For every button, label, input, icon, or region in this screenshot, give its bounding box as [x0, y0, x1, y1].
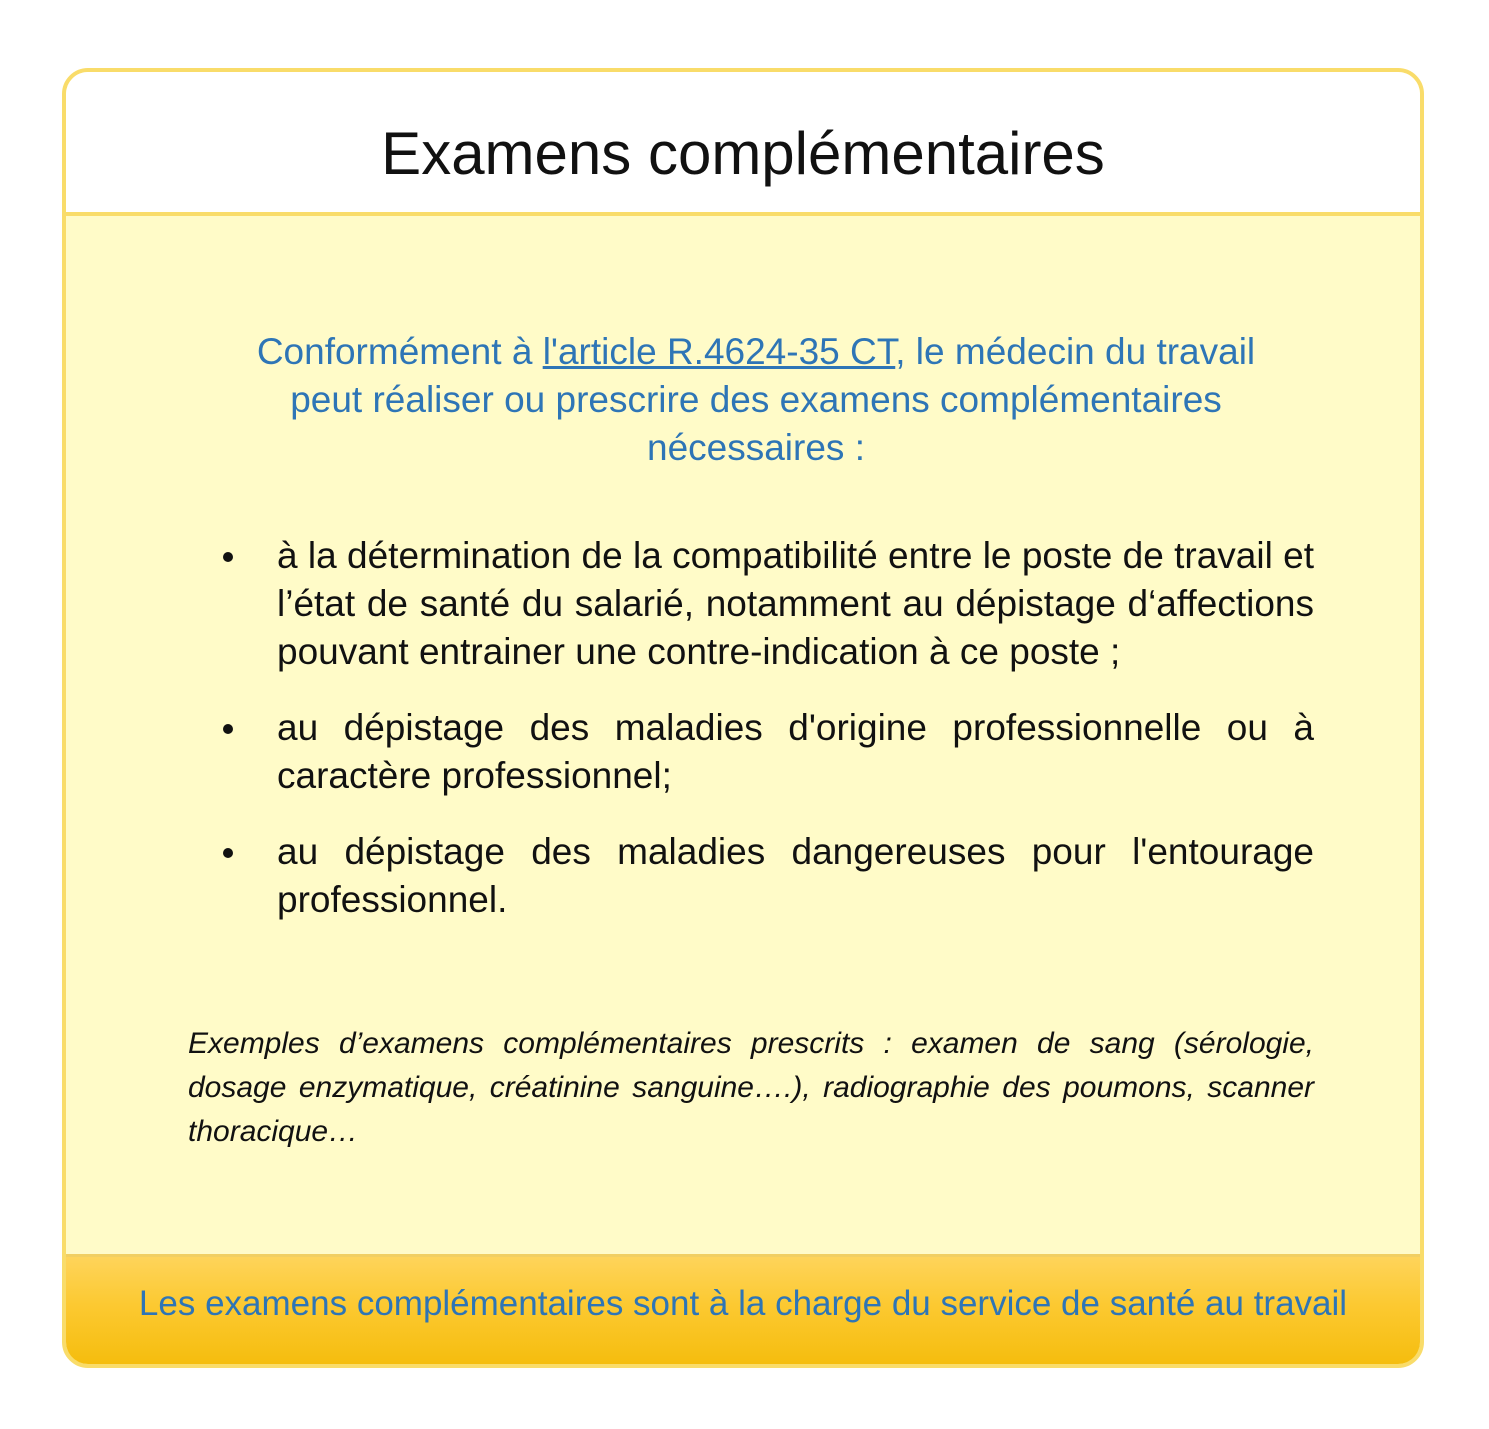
- examples-paragraph: Exemples d’examens complémentaires prescrits : examen de sang (sérologie, dosage enzymatique, créatinine sanguine….), radiographie des poumons, scanner thoracique…: [188, 1027, 1314, 1148]
- list-item: [211, 532, 1314, 676]
- footer-banner: [66, 1254, 1420, 1364]
- card-header: [66, 72, 1420, 216]
- intro-text-after: , le médecin du travail peut réaliser ou prescrire des examens complémentaires nécessaires :: [290, 331, 1256, 468]
- bullet-icon: [223, 724, 233, 734]
- list-item-text: au dépistage des maladies d'origine professionnelle ou à caractère professionnel;: [277, 707, 1314, 796]
- page-title: Examens complémentaires: [381, 120, 1105, 187]
- intro-paragraph: [216, 328, 1296, 472]
- article-link[interactable]: l'article R.4624-35 CT: [542, 331, 896, 372]
- bullet-icon: [223, 848, 233, 858]
- list-item-text: au dépistage des maladies dangereuses pour l'entourage professionnel.: [277, 831, 1314, 920]
- intro-text-before: Conformément à: [256, 331, 543, 372]
- footer-text: Les examens complémentaires sont à la charge du service de santé au travail: [138, 1284, 1348, 1323]
- list-item-text: à la détermination de la compatibilité entre le poste de travail et l’état de santé du salarié, notamment au dépistage d‘affections pouvant entrainer une contre-indication à ce poste ;: [277, 535, 1314, 672]
- list-item: [211, 704, 1314, 800]
- bullet-list: [211, 532, 1314, 924]
- info-card: [62, 68, 1424, 1368]
- list-item: [211, 828, 1314, 924]
- bullet-icon: [223, 552, 233, 562]
